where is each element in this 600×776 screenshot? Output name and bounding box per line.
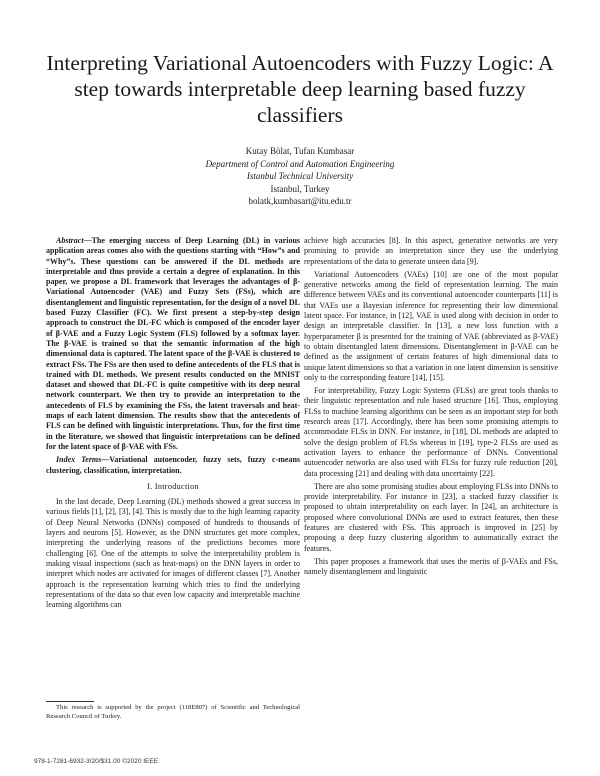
author-location: Istanbul, Turkey: [270, 183, 330, 194]
paper-title: Interpreting Variational Autoencoders with Fuzzy Logic: A step towards interpretable deep learning based fuzzy classifiers: [46, 51, 554, 127]
author-university: Istanbul Technical University: [246, 171, 354, 181]
footnote-text: This research is supported by the project (118E807) of Scientific and Technological Research Council of Turkey.: [46, 704, 300, 720]
author-email: bolatk,kumbasart@itu.edu.tr: [248, 196, 352, 206]
abstract: [46, 236, 300, 452]
right-paragraph: achieve high accuracies [8]. In this aspect, generative networks are very promising to provide an interpretation since they use the underlying representations of the data to generate unseen data [9].: [304, 236, 558, 266]
right-paragraph: For interpretability, Fuzzy Logic Systems (FLSs) are great tools thanks to their linguistic representation and rule based structure [16]. Thus, employing FLSs to machine learning algorithms can be seen as an important step for both research areas [17]. Accordingly, there has been some promising attempts to accommodate FLSs in DNN. For instance, in [18], DL methods are adapted to solve the design problem of FLSs whereas in [19], type-2 FLSs are used as activation layers to enhance the performance of DNNs. Conventional autoencoder networks are also used with FLSs for fuzzy rule reduction [20], data processing [21] and dealing with data uncertainty [22].: [304, 386, 558, 478]
abstract-text: —The emerging success of Deep Learning (DL) in various application areas comes also with the questions starting with “How”s and “Why”s. These questions can be answered if the DL methods are interpretable and thus provide a certain a degree of explanation. In this paper, we propose a DL framework that leverages the advantages of β-Variational Autoencoder (VAE) and Fuzzy Sets (FSs), which are disentanglement and linguistic representation, for the design of a novel DL based Fuzzy Classifier (FC). We first present a step-by-step design approach to construct the DL-FC which is composed of the encoder layer of β-VAE and a Fuzzy Logic System (FLS) followed by a softmax layer. The β-VAE is trained so that the semantic information of the high dimensional data is captured. The latent space of the β-VAE is clustered to extract FSs. The FSs are then used to define antecedents of the FLS that is trained with DL methods. We present results conducted on the MNIST dataset and showed that DL-FC is quite competitive with its deep neural network counterpart. We then try to provide an interpretation to the antecedents of FLS by examining the FSs, the latent traversals and heat-maps of each latent dimension. The results show that the antecedents of FLS can be defined with linguistic interpretations. Thus, for the first time in the literature, we showed that linguistic interpretations can be defined for the latent space of β-VAE with FSs.: [46, 236, 301, 451]
index-terms-label: Index Terms: [56, 455, 102, 465]
right-paragraph: This paper proposes a framework that uses the merits of β-VAEs and FSs, namely disentanglement and linguistic: [304, 556, 558, 577]
right-paragraph: There are also some promising studies about employing FLSs into DNNs to provide interpretability. For instance in [23], a stacked fuzzy classifier is proposed to obtain interpretability on each layer. In [24], an architecture is proposed where convolutional DNNs are used to extract features, then these features are clustered with FSs. This approach is improved in [25] by proposing a deep fuzzy clustering algorithm to automatically extract the features.: [304, 481, 558, 553]
intro-paragraph: In the last decade, Deep Learning (DL) methods showed a great success in various fields [1], [2], [3], [4]. This is mostly due to the high learning capacity of Deep Neural Networks (DNNs) composed of hundreds to thousands of layers and neurons [5]. However, as the DNN structures get more complex, interpreting the underlying reasons of the predictions becomes more challenging [6]. One of the attempts to solve the interpretability problem is making visual inspections (such as heat-maps) on the DNN layers in order to interpret which nodes are activated for images of different classes [7]. Another approach is the representation learning which tries to find the underlying representations of the data so that even low capacity and interpretable machine learning algorithms can: [46, 497, 300, 610]
author-department: Department of Control and Automation Engineering: [205, 158, 395, 169]
right-paragraph: Variational Autoencoders (VAEs) [10] are one of the most popular generative networks among the field of representation learning. The main difference between VAEs and its conventional autoencoder counterparts [11] is that VAEs use a Bayesian inference for representing their low dimensional latent space. For instance, in [12], VAE is used along with decision in order to design an interpretable classifier. In [13], a new loss function with a hyperparameter β is presented for the training of VAE (abbreviated as β-VAE) to obtain disentangled latent dimensions. Disentanglement in β-VAE can be defined as the assignment of certain features of high dimensional data to unique latent dimensions so that a variation in one latent dimension is sensitive only to the corresponding feature [14], [15].: [304, 269, 558, 382]
right-column: [304, 236, 558, 578]
abstract-label: Abstract: [56, 236, 84, 245]
section-heading: I. Introduction: [147, 481, 199, 491]
left-column: [46, 236, 300, 610]
footnote: [46, 704, 300, 721]
author-block: [100, 145, 500, 208]
footnote-rule: [46, 701, 94, 702]
index-terms: [46, 455, 300, 476]
copyright-notice: 978-1-7281-6932-3/20/$31.00 ©2020 IEEE: [34, 758, 159, 765]
author-names: Kutay Bölat, Tufan Kumbasar: [245, 146, 355, 156]
index-terms-text: —Variational autoencoder, fuzzy sets, fuzzy c-means clustering, classification, interpretation.: [46, 455, 301, 475]
